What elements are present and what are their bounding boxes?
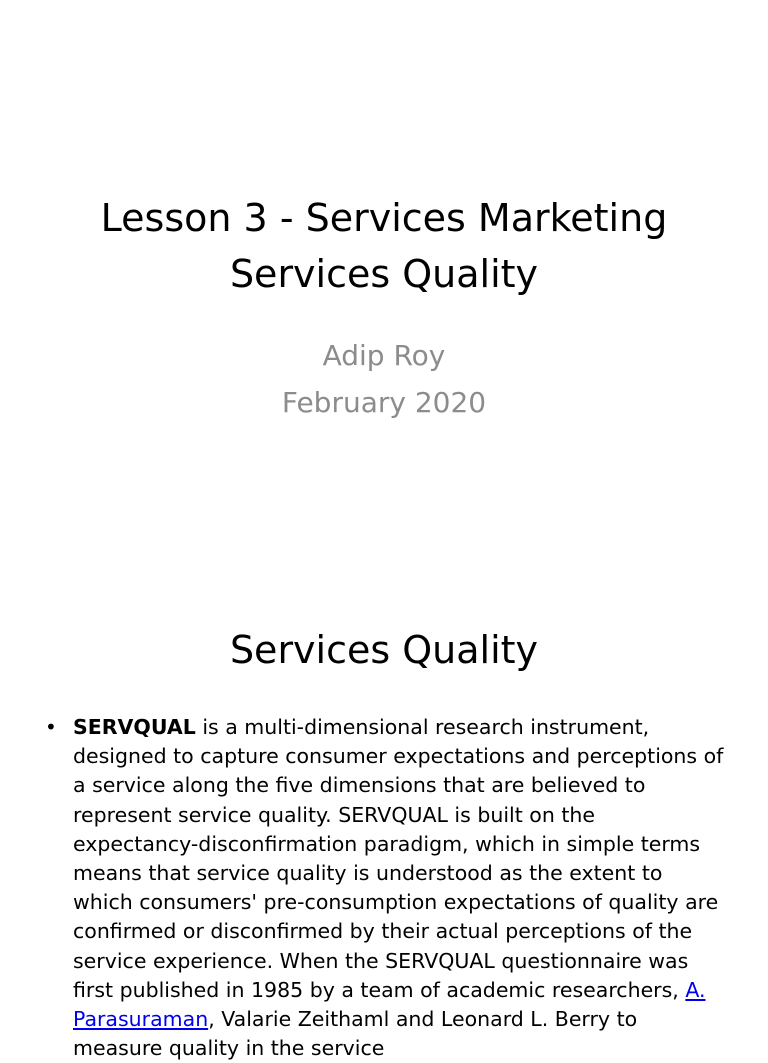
bullet-item: [0, 713, 768, 1063]
title-line-2: Services Quality: [229, 252, 539, 296]
slide-subtitle: [0, 332, 768, 426]
slide-title: [0, 190, 768, 302]
bullet-text-part-1: is a multi-dimensional research instrument, designed to capture consumer expectations and perceptions of a service along the five dimensions that are believed to represent service quality. SERVQUAL is built on the expectancy-disconfirmation paradigm, which in simple terms means that service quality is understood as the extent to which consumers' pre-consumption expectations of quality are confirmed or disconfirmed by their actual perceptions of the service experience. When the SERVQUAL questionnaire was first published in 1985 by a team of academic researchers,: [73, 715, 724, 1002]
presentation-date: February 2020: [281, 386, 487, 419]
author-name: Adip Roy: [322, 339, 446, 372]
title-line-1: Lesson 3 - Services Marketing: [100, 196, 668, 240]
bullet-text-part-2: , Valarie Zeithaml and Leonard L. Berry to measure quality in the service: [73, 1007, 638, 1061]
parasuraman-link[interactable]: A. Parasuraman: [73, 977, 706, 1032]
content-slide: [0, 576, 768, 1061]
servqual-term: SERVQUAL: [73, 715, 196, 739]
bullet-dot-icon: •: [45, 715, 57, 739]
bullet-list: [0, 713, 768, 1063]
content-slide-title: Services Quality: [229, 628, 539, 672]
